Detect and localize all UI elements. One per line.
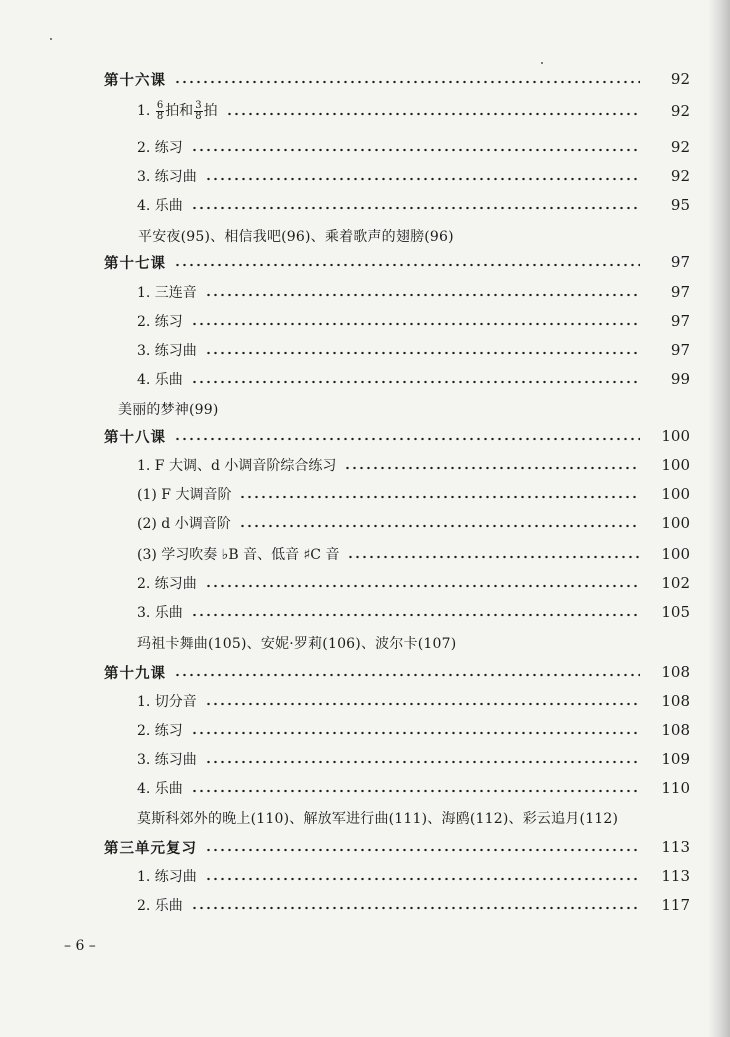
toc-lesson-19[interactable]: [104, 661, 690, 683]
dot-leader: [191, 206, 640, 210]
toc-item[interactable]: [137, 339, 690, 361]
dot-leader: [174, 673, 640, 677]
fraction-denominator: 8: [156, 110, 164, 122]
item-label: 1. 三连音: [137, 285, 197, 301]
toc-item[interactable]: [137, 100, 690, 122]
page-number: 102: [661, 574, 690, 592]
item-label: 3. 练习曲: [137, 752, 197, 768]
page-number: 108: [661, 721, 690, 739]
dot-leader: [205, 702, 640, 706]
song-list: 玛祖卡舞曲(105)、安妮·罗莉(106)、波尔卡(107): [137, 636, 457, 652]
item-label: 4. 乐曲: [137, 781, 183, 797]
page-number: 92: [670, 138, 690, 156]
scan-speck: [541, 62, 543, 64]
page-number: 109: [661, 750, 690, 768]
scan-speck: [50, 38, 52, 40]
item-text: 拍和: [165, 103, 194, 120]
toc-item[interactable]: [137, 194, 690, 216]
item-label: 1. 练习曲: [137, 869, 197, 885]
toc-subitem[interactable]: [137, 483, 690, 505]
toc-unit-3-review[interactable]: [104, 836, 690, 858]
lesson-title: 第十八课: [104, 428, 166, 446]
fraction-denominator: 8: [195, 110, 202, 122]
item-label: 3. 练习曲: [137, 169, 197, 185]
toc-lesson-18[interactable]: [104, 425, 690, 447]
page-number: 92: [670, 167, 690, 185]
page-number: 100: [661, 485, 690, 503]
fraction-numerator: 3: [195, 99, 202, 111]
item-label: 2. 练习曲: [137, 576, 197, 592]
lesson-title: 第十七课: [104, 254, 166, 272]
toc-item[interactable]: [137, 454, 690, 476]
lesson-title: 第十九课: [104, 664, 166, 682]
page-folio: – 6 –: [64, 938, 96, 954]
page-number: 97: [670, 253, 690, 271]
page-number: 92: [670, 102, 690, 120]
page-number: 105: [661, 603, 690, 621]
page-number: 97: [670, 341, 690, 359]
dot-leader: [191, 906, 640, 910]
toc-item[interactable]: [137, 894, 690, 916]
dot-leader: [205, 848, 640, 852]
dot-leader: [174, 263, 640, 267]
toc-subitem[interactable]: [137, 512, 690, 534]
item-label: 1. 切分音: [137, 694, 197, 710]
page-number: 100: [661, 514, 690, 532]
dot-leader: [205, 177, 640, 181]
item-label: 2. 乐曲: [137, 898, 183, 914]
dot-leader: [205, 760, 640, 764]
toc-item[interactable]: [137, 136, 690, 158]
page-number: 100: [661, 456, 690, 474]
item-label: 3. 乐曲: [137, 605, 183, 621]
dot-leader: [205, 293, 640, 297]
dot-leader: [226, 112, 640, 116]
page-number: 99: [670, 370, 690, 388]
item-label: 4. 乐曲: [137, 372, 183, 388]
toc-lesson-16[interactable]: [104, 68, 690, 90]
toc-item[interactable]: [137, 572, 690, 594]
song-list: 平安夜(95)、相信我吧(96)、乘着歌声的翅膀(96): [138, 229, 454, 245]
item-label: 2. 练习: [137, 314, 183, 330]
item-label: 2. 练习: [137, 140, 183, 156]
song-list: 美丽的梦神(99): [118, 402, 219, 418]
fraction-numerator: 6: [156, 99, 164, 111]
page-number: 117: [661, 896, 690, 914]
toc-lesson-17[interactable]: [104, 251, 690, 273]
item-number: 1.: [137, 103, 151, 120]
dot-leader: [191, 613, 640, 617]
page-number: 108: [661, 663, 690, 681]
toc-item[interactable]: [137, 865, 690, 887]
item-label: 4. 乐曲: [137, 198, 183, 214]
toc-item[interactable]: [137, 690, 690, 712]
page-number: 100: [661, 427, 690, 445]
dot-leader: [174, 80, 640, 84]
toc-item[interactable]: [137, 748, 690, 770]
page-number: 113: [661, 867, 690, 885]
toc-item[interactable]: [137, 719, 690, 741]
item-label: 1. F 大调、d 小调音阶综合练习: [137, 458, 337, 474]
time-signature-fraction: [156, 101, 164, 122]
page-number: 97: [670, 312, 690, 330]
song-list: 莫斯科郊外的晚上(110)、解放军进行曲(111)、海鸥(112)、彩云追月(112): [137, 811, 619, 827]
item-text: 拍: [203, 103, 218, 120]
toc-item[interactable]: [137, 310, 690, 332]
lesson-title: 第三单元复习: [104, 839, 197, 857]
dot-leader: [239, 495, 640, 499]
page-number: 97: [670, 283, 690, 301]
dot-leader: [205, 351, 640, 355]
toc-item[interactable]: [137, 281, 690, 303]
dot-leader: [239, 524, 640, 528]
lesson-title: 第十六课: [104, 71, 166, 89]
dot-leader: [191, 148, 640, 152]
page-number: 108: [661, 692, 690, 710]
toc-item[interactable]: [137, 165, 690, 187]
dot-leader: [191, 322, 640, 326]
subitem-label: (1) F 大调音阶: [137, 487, 232, 503]
scan-edge-shadow: [708, 0, 730, 1037]
subitem-label: (2) d 小调音阶: [137, 516, 231, 532]
page-number: 95: [670, 196, 690, 214]
toc-item[interactable]: [137, 777, 690, 799]
page-number: 92: [670, 70, 690, 88]
item-label: 2. 练习: [137, 723, 183, 739]
dot-leader: [191, 380, 640, 384]
subitem-label: (3) 学习吹奏 ♭B 音、低音 ♯C 音: [137, 547, 340, 563]
dot-leader: [347, 555, 640, 559]
toc-item[interactable]: [137, 601, 690, 623]
toc-subitem[interactable]: [137, 543, 690, 565]
item-label: 3. 练习曲: [137, 343, 197, 359]
page-number: 110: [661, 779, 690, 797]
dot-leader: [174, 437, 640, 441]
time-signature-fraction: [194, 101, 202, 122]
dot-leader: [205, 584, 640, 588]
page-number: 113: [661, 838, 690, 856]
dot-leader: [191, 731, 640, 735]
dot-leader: [191, 789, 640, 793]
toc-item[interactable]: [137, 368, 690, 390]
dot-leader: [205, 877, 640, 881]
item-label: [137, 100, 224, 122]
page-number: 100: [661, 545, 690, 563]
dot-leader: [344, 466, 640, 470]
